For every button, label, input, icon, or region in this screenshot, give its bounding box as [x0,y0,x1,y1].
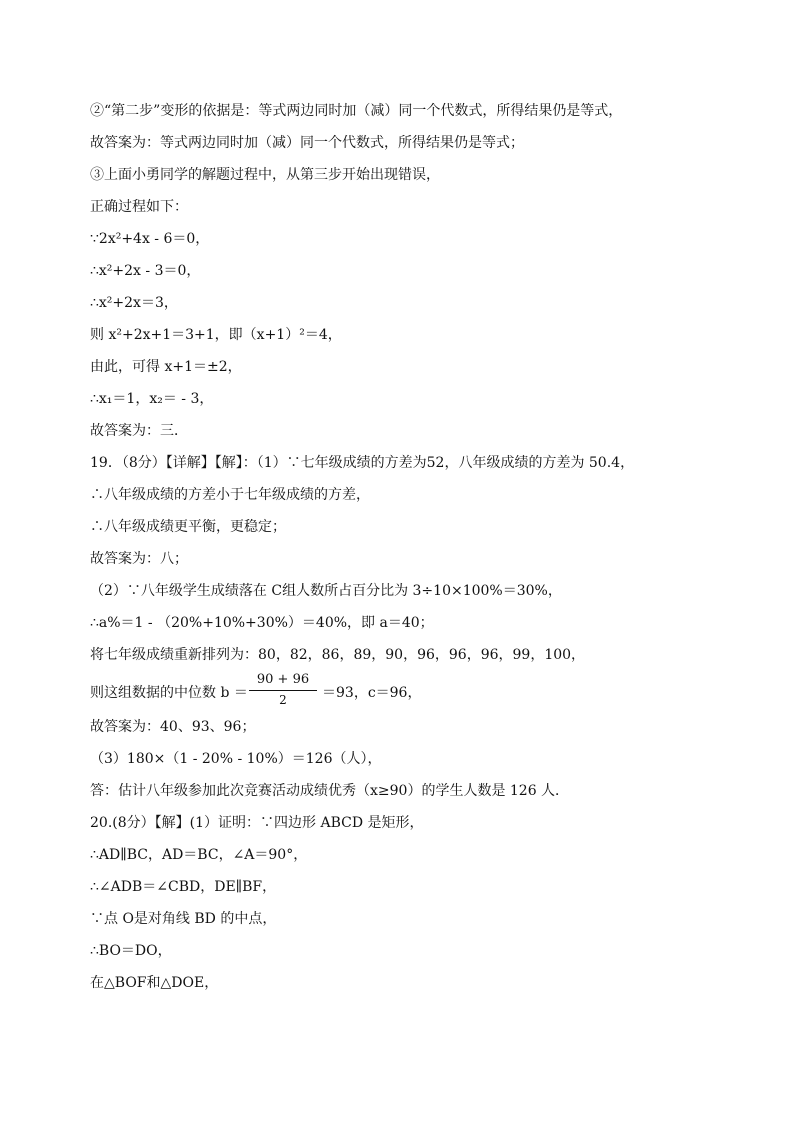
median-prefix: 则这组数据的中位数 b ＝ [90,685,248,701]
text-line: 正确过程如下： [90,199,188,215]
fraction-denominator: 2 [279,693,287,707]
text-line: ③上面小勇同学的解题过程中，从第三步开始出现错误， [90,167,440,183]
text-line: ∴a%＝1 - （20%+10%+30%）＝40%，即 a＝40； [90,615,434,631]
median-suffix: ＝93，c＝96， [322,685,422,701]
text-line: ∴AD∥BC，AD＝BC，∠A＝90°， [90,847,308,863]
text-line: （2）∵八年级学生成绩落在 C组人数所占百分比为 3÷10×100%＝30%， [90,583,562,599]
text-line: ∴x²+2x - 3＝0， [90,263,201,279]
text-line: ∴x²+2x＝3， [90,295,178,311]
text-line: ∵点 O是对角线 BD 的中点， [90,911,277,927]
text-line: 答：估计八年级参加此次竞赛活动成绩优秀（x≥90）的学生人数是 126 人． [90,783,570,799]
text-line: 则 x²+2x+1＝3+1，即（x+1）²＝4， [90,327,342,343]
text-line: ②“第二步”变形的依据是：等式两边同时加（减）同一个代数式，所得结果仍是等式， [90,103,623,119]
text-line: ∴x₁＝1，x₂＝ - 3， [90,391,214,407]
text-line: 故答案为：等式两边同时加（减）同一个代数式，所得结果仍是等式； [90,135,524,151]
text-line: ∴∠ADB＝∠CBD，DE∥BF， [90,879,277,895]
text-line: 故答案为：40、93、96； [90,719,256,735]
text-line: 将七年级成绩重新排列为：80，82，86，89，90，96，96，96，99，100， [90,647,586,663]
fraction-numerator: 90 + 96 [256,672,310,687]
question-20-header: 20.(8分）【解】(1）证明：∵四边形 ABCD 是矩形， [90,815,424,831]
median-fraction [247,672,319,708]
fraction-bar [249,690,317,691]
question-19-header: 19．（8分）【详解】【解】：（1）∵七年级成绩的方差为52，八年级成绩的方差为 50.4， [90,455,635,471]
text-line: 在△BOF和△DOE， [90,975,219,991]
text-line: 故答案为：三． [90,423,188,439]
text-line: ∴八年级成绩的方差小于七年级成绩的方差， [90,487,370,503]
text-line: ∵2x²+4x - 6＝0， [90,231,210,247]
text-line: 由此，可得 x+1＝±2， [90,359,242,375]
text-line: ∴八年级成绩更平衡，更稳定； [90,519,286,535]
text-line: （3）180×（1 - 20% - 10%）＝126（人）， [90,751,382,767]
text-line: 故答案为：八； [90,551,188,567]
text-line: ∴BO＝DO， [90,943,172,959]
